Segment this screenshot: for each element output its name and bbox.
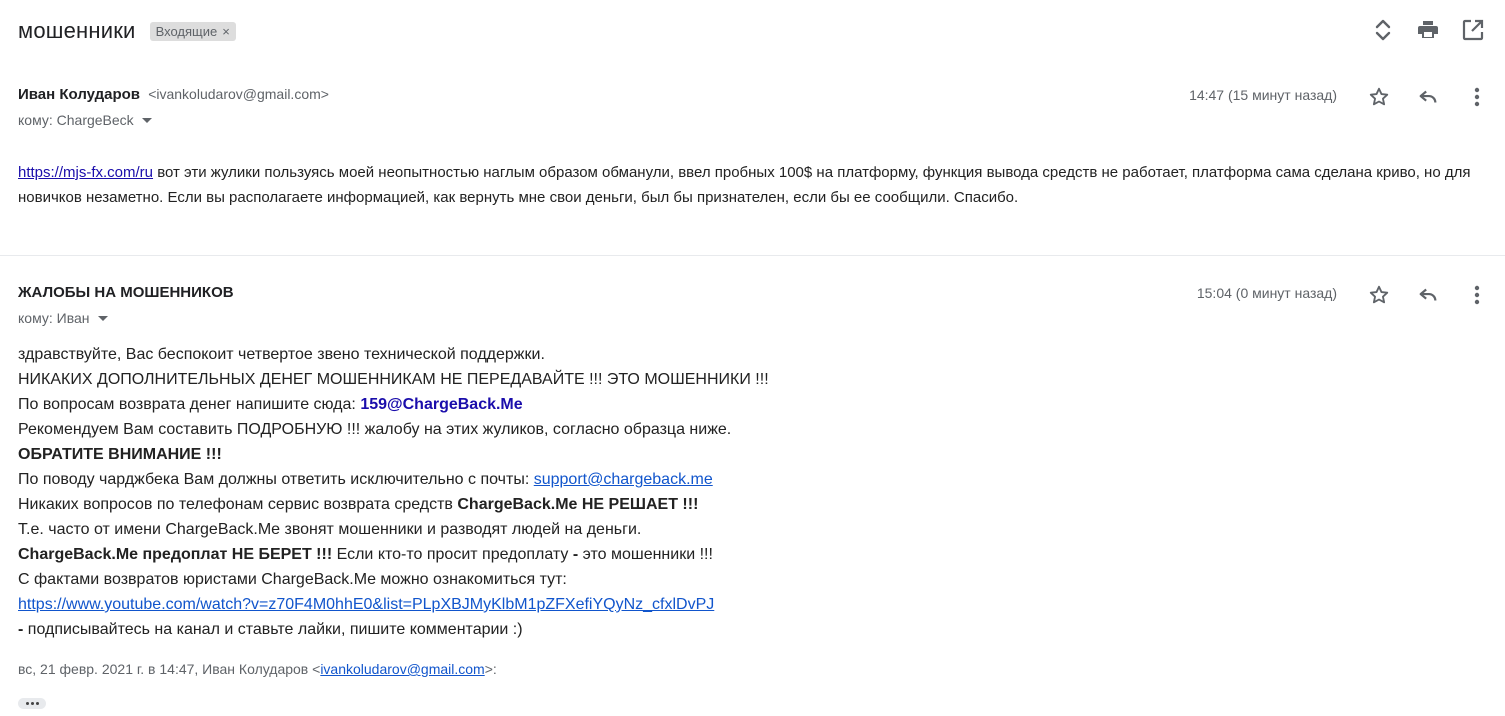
quoted-prefix: вс, 21 февр. 2021 г. в 14:47, Иван Колударов < bbox=[18, 661, 321, 677]
print-icon[interactable] bbox=[1414, 16, 1442, 44]
body-bold-text: - bbox=[18, 621, 24, 638]
youtube-link[interactable]: https://www.youtube.com/watch?v=z70F4M0hhE0&list=PLpXBJMyKlbM1pZFXefiYQyNz_cfxlDvPJ bbox=[18, 596, 715, 613]
reply-icon[interactable] bbox=[1414, 83, 1442, 111]
quoted-suffix: >: bbox=[484, 661, 497, 677]
body-bold-text: ChargeBack.Me предоплат НЕ БЕРЕТ !!! bbox=[18, 546, 333, 563]
body-line: Т.е. часто от имени ChargeBack.Me звонят мошенники и разводят людей на деньги. bbox=[18, 521, 642, 538]
remove-label-button[interactable]: × bbox=[222, 23, 230, 39]
message-body bbox=[18, 342, 1418, 642]
body-bold-text: - bbox=[572, 546, 579, 563]
body-line bbox=[18, 467, 1418, 492]
open-new-window-icon[interactable] bbox=[1459, 16, 1487, 44]
body-line bbox=[18, 492, 1418, 517]
show-trimmed-content-button[interactable] bbox=[18, 698, 46, 709]
thread-header bbox=[18, 14, 236, 48]
recipient-details-icon[interactable] bbox=[98, 316, 108, 321]
thread-toolbar bbox=[1352, 16, 1487, 44]
body-line bbox=[18, 617, 1418, 642]
body-text: это мошенники !!! bbox=[578, 546, 713, 563]
recipient-label: кому: Иван bbox=[18, 310, 90, 326]
body-text: подписывайтесь на канал и ставьте лайки, пишите комментарии :) bbox=[23, 621, 523, 638]
ellipsis-dot-icon bbox=[36, 702, 39, 705]
message-text: вот эти жулики пользуясь моей неопытностью наглым образом обманули, ввел пробных 100$ на платформу, функция вывода средств не работает, платформа сама сделана криво, но для новичков незаметно. Если вы располагаете информацией, как вернуть мне свои деньги, был бы признателен, если бы ее сообщили. Спасибо. bbox=[18, 164, 1471, 206]
ellipsis-dot-icon bbox=[26, 702, 29, 705]
label-chip-text: Входящие bbox=[155, 23, 218, 39]
sender-line bbox=[18, 284, 234, 301]
sender-name[interactable]: Иван Колударов bbox=[18, 86, 141, 103]
body-line: здравствуйте, Вас беспокоит четвертое звено технической поддержки. bbox=[18, 346, 545, 363]
message-actions bbox=[1344, 83, 1491, 111]
body-text: По поводу чарджбека Вам должны ответить исключительно с почты: bbox=[18, 471, 534, 488]
sender-email: <ivankoludarov@gmail.com> bbox=[148, 86, 329, 102]
sender-name[interactable]: ЖАЛОБЫ НА МОШЕННИКОВ bbox=[18, 284, 234, 301]
recipient-label: кому: ChargeBeck bbox=[18, 112, 134, 128]
recipient-line bbox=[18, 310, 108, 326]
message-body bbox=[18, 160, 1488, 210]
body-line bbox=[18, 542, 1418, 567]
body-bold-text: ChargeBack.Me НЕ РЕШАЕТ !!! bbox=[457, 496, 699, 513]
quoted-header bbox=[18, 661, 497, 677]
body-line: ОБРАТИТЕ ВНИМАНИЕ !!! bbox=[18, 446, 222, 463]
star-icon[interactable] bbox=[1365, 83, 1393, 111]
message-time: 15:04 (0 минут назад) bbox=[1196, 285, 1337, 301]
body-line bbox=[18, 592, 1418, 617]
body-line: НИКАКИХ ДОПОЛНИТЕЛЬНЫХ ДЕНЕГ МОШЕННИКАМ НЕ ПЕРЕДАВАЙТЕ !!! ЭТО МОШЕННИКИ !!! bbox=[18, 371, 769, 388]
star-icon[interactable] bbox=[1365, 281, 1393, 309]
support-email-link[interactable]: support@chargeback.me bbox=[533, 471, 713, 488]
support-email-address: 159@ChargeBack.Me bbox=[360, 396, 523, 413]
body-text: По вопросам возврата денег напишите сюда: bbox=[18, 396, 361, 413]
recipient-line bbox=[18, 112, 152, 128]
expand-collapse-icon[interactable] bbox=[1369, 16, 1397, 44]
body-line: С фактами возвратов юристами ChargeBack.Me можно ознакомиться тут: bbox=[18, 571, 567, 588]
sender-line bbox=[18, 86, 329, 103]
more-options-icon[interactable] bbox=[1463, 83, 1491, 111]
body-text: Никаких вопросов по телефонам сервис возврата средств bbox=[18, 496, 458, 513]
thread-subject: мошенники bbox=[18, 18, 136, 43]
quoted-email-link[interactable]: ivankoludarov@gmail.com bbox=[320, 661, 485, 677]
label-chip-inbox[interactable] bbox=[150, 22, 236, 41]
body-text: Если кто-то просит предоплату bbox=[332, 546, 573, 563]
reply-icon[interactable] bbox=[1414, 281, 1442, 309]
message-time: 14:47 (15 минут назад) bbox=[1189, 87, 1337, 103]
message-divider bbox=[0, 255, 1505, 256]
recipient-details-icon[interactable] bbox=[142, 118, 152, 123]
body-line: Рекомендуем Вам составить ПОДРОБНУЮ !!! жалобу на этих жуликов, согласно образца ниже. bbox=[18, 421, 732, 438]
body-line bbox=[18, 392, 1418, 417]
message-actions bbox=[1344, 281, 1491, 309]
message-link[interactable]: https://mjs-fx.com/ru bbox=[18, 164, 154, 181]
more-options-icon[interactable] bbox=[1463, 281, 1491, 309]
ellipsis-dot-icon bbox=[31, 702, 34, 705]
